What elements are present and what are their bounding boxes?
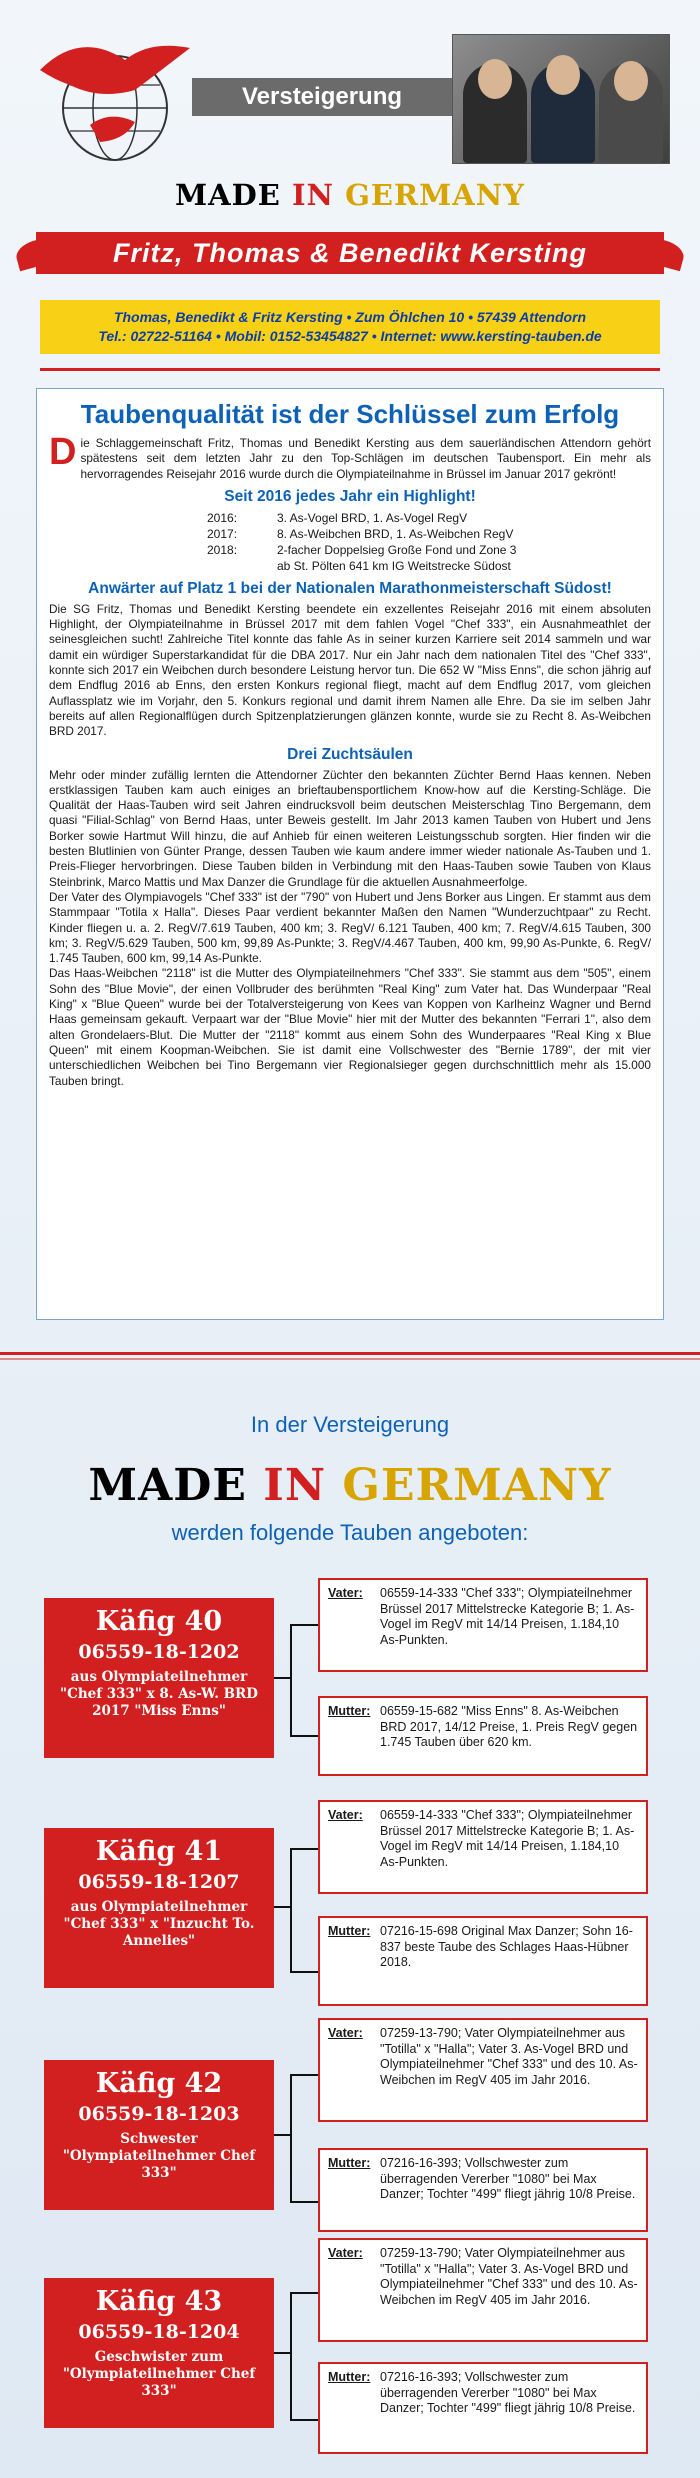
lot-card: [44, 2278, 274, 2428]
section-divider: [0, 1352, 700, 1355]
father-box: Vater: 06559-14-333 "Chef 333"; Olympiateilnehmer Brüssel 2017 Mittelstrecke Kategorie B; 1. As-Vogel im RegV mit 14/14 Preisen, 1.184,10 As-Punkten.: [318, 1800, 648, 1894]
father-box: Vater: 07259-13-790; Vater Olympiateilnehmer aus "Totilla" x "Halla"; Vater 3. As-Vogel BRD und Olympiateilnehmer "Chef 333" und des 10. As-Weibchen im RegV 405 im Jahr 2016.: [318, 2018, 648, 2122]
mother-box: Mutter: 07216-16-393; Vollschwester zum überragenden Vererber "1080" bei Max Danzer; Tochter "499" fliegt jährig 10/8 Preise.: [318, 2362, 648, 2454]
cage-number: Käfig 43: [95, 2286, 223, 2317]
bracket-line: [290, 1624, 318, 1626]
section-title: Seit 2016 jedes Jahr ein Highlight!: [224, 487, 476, 505]
made-in-germany-logo: MADE IN GERMANY: [175, 178, 525, 212]
versteigerung-banner: Versteigerung: [192, 78, 452, 116]
mother-box: Mutter: 06559-15-682 "Miss Enns" 8. As-Weibchen BRD 2017, 14/12 Preise, 1. Preis RegV gegen 1.745 Tauben über 620 km.: [318, 1696, 648, 1776]
mother-box: Mutter: 07216-15-698 Original Max Danzer; Sohn 16-837 beste Taube des Schlages Haas-Hübner 2018.: [318, 1916, 648, 2006]
ring-number: 06559-18-1204: [78, 2321, 240, 2343]
bracket-line: [290, 2074, 292, 2202]
bracket-line: [290, 1971, 318, 1973]
article: [36, 388, 664, 1320]
list-item: 2017: 8. As-Weibchen BRD, 1. As-Weibchen RegV: [207, 526, 514, 541]
section-divider: [0, 1358, 700, 1360]
ring-number: 06559-18-1207: [78, 1871, 240, 1893]
article-title: Taubenqualität ist der Schlüssel zum Erfolg: [80, 399, 620, 429]
lot-card: [44, 1828, 274, 1988]
bracket-line: [290, 2201, 318, 2203]
intro-paragraph: Die Schlaggemeinschaft Fritz, Thomas und Benedikt Kersting aus dem sauerländischen Attendorn gehört spätestens seit dem letzten Jahr zu den Top-Schlägen im deutschen Taubensport. Ein mehr als hervorragendes Reisejahr 2016 wurde durch die Olympiateilnahme in Brüssel im Januar 2017 gekrönt!: [49, 431, 651, 481]
header: [0, 0, 700, 344]
section-title: Anwärter auf Platz 1 bei der Nationalen Marathonmeisterschaft Südost!: [88, 579, 612, 597]
ring-number: 06559-18-1202: [78, 1641, 240, 1663]
dropcap: D: [49, 431, 77, 473]
lot-description: aus Olympiateilnehmer "Chef 333" x "Inzucht To. Annelies": [63, 1899, 255, 1949]
paragraph: Die SG Fritz, Thomas und Benedikt Kersting beendete ein exzellentes Reisejahr 2016 mit einem absoluten Highlight, der Olympiateilnahme in Brüssel 2017 mit dem fahlen Vogel "Chef 333", ein Ausnahmeathlet der seinesgleichen sucht! Zahlreiche Titel konnte das fahle As in seiner kurzen Karriere seit 2014 sammeln und war damit ein würdiger Superstarkandidat für die DBA 2017. Nur ein Jahr nach dem nationalen Titel des "Chef 333", konnte sich 2017 ein Weibchen durch besondere Leistung hervor tun. Die 652 W "Miss Enns", die schon jährig auf dem Endflug 2016 ab Enns, den ersten Konkurs regional fliegt, macht auf dem Endflug 2017, vom gleichen Auflassplatz wie im Vorjahr, den 5. Konkurs regional und damit ihrem Namen alle Ehre. Da sie im selben Jahr bereits auf allen Regionalflügen durch Spitzenplatzierungen glänzen konnte, wurde sie zu Recht 8. As-Weibchen BRD 2017.: [49, 601, 651, 739]
father-box: Vater: 07259-13-790; Vater Olympiateilnehmer aus "Totilla" x "Halla"; Vater 3. As-Vogel BRD und Olympiateilnehmer "Chef 333" und des 10. As-Weibchen im RegV 405 im Jahr 2016.: [318, 2238, 648, 2342]
paragraph: Das Haas-Weibchen "2118" ist die Mutter des Olympiateilnehmers "Chef 333". Sie stammt aus dem "505", einem Sohn des "Blue Movie", der einen Vollbruder des berühmten "Real King" zum Vater hat. Das Wunderpaar "Real King" x "Blue Queen" wurde bei der Totalversteigerung von Kees van Koppen von Karlheinz Wagner und Bernd Haas gemeinsam gekauft. Verpaart war der "Blue Movie" hier mit der Mutter des bekannten "Ferrari 1", also dem alten Grondelaers-Blut. Die Mutter der "2118" kommt aus einem Sohn des Wunderpaares "Real King x Blue Queen" mit einem Koopman-Weibchen. Sie ist damit eine Vollschwester des "Bernie 1789", der mit vier unterschiedlichen Weibchen bei Tino Bergemann vier Regionalsieger gegen durchschnittlich mehr als 15.000 Tauben bringt.: [49, 966, 651, 1088]
section-title: Drei Zuchtsäulen: [287, 745, 413, 763]
lot-card: [44, 1598, 274, 1758]
globe-dove-logo: [30, 30, 200, 170]
auction-intro: In der Versteigerung: [250, 1412, 450, 1437]
cage-number: Käfig 40: [95, 1606, 223, 1637]
divider: [40, 368, 660, 371]
highlights-list: [207, 510, 651, 574]
bracket-line: [290, 1735, 318, 1737]
contact-line: Tel.: 02722-51164 • Mobil: 0152-53454827 • Internet: www.kersting-tauben.de: [98, 328, 602, 344]
bracket-line: [290, 2292, 292, 2420]
address-line: Thomas, Benedikt & Fritz Kersting • Zum Öhlchen 10 • 57439 Attendorn: [113, 309, 587, 325]
bracket-line: [290, 2074, 318, 2076]
lot-description: aus Olympiateilnehmer "Chef 333" x 8. As-W. BRD 2017 "Miss Enns": [60, 1669, 258, 1719]
paragraph: Mehr oder minder zufällig lernten die Attendorner Züchter den bekannten Züchter Bernd Haas kennen. Neben erstklassigen Tauben kam auch einiges an brieftaubensportlichem Know-how auf die Kersting-Schläge. Die Qualität der Haas-Tauben wird seit Jahren eindrucksvoll beim deutschen Meisterschlag Tino Bergemann, dem quasi "Filial-Schlag" von Bernd Haas, unter Beweis gestellt. Im Jahr 2013 kamen Tauben von Hubert und Jens Borker sowie Hartmut Will hinzu, die auf Anhieb für einen weiteren Leistungsschub sorgten. Hier finden wir die besten Blutlinien von Günter Prange, dessen Tauben wie kaum andere immer wieder nationale As-Tauben und 1. Preis-Flieger hervorbringen. Diese Tauben bilden in Verbindung mit den Haas-Tauben sowie Tauben von Klaus Steinbrink, Marco Mattis und Max Danzer die Grundlage für die aktuellen Ausnahmeerfolge.: [49, 767, 651, 889]
lot-card: [44, 2060, 274, 2210]
bracket-line: [290, 1848, 318, 1850]
contact-box: [40, 300, 660, 354]
made-in-germany-logo: MADE IN GERMANY: [88, 1460, 612, 1511]
cage-number: Käfig 42: [95, 2068, 223, 2099]
bracket-line: [290, 2292, 318, 2294]
cage-number: Käfig 41: [95, 1836, 223, 1867]
list-item: 2016: 3. As-Vogel BRD, 1. As-Vogel RegV: [207, 510, 468, 525]
bracket-line: [290, 1624, 292, 1736]
breeder-names-banner: Fritz, Thomas & Benedikt Kersting: [36, 232, 664, 274]
paragraph: Der Vater des Olympiavogels "Chef 333" ist der "790" von Hubert und Jens Borker aus Lingen. Er stammt aus dem Stammpaar "Totila x Halla". Dieses Paar verdient bekannter Maßen den Namen "Wunderzuchtpaar" zu Recht. Kinder fliegen u. a. 2. RegV/7.619 Tauben, 400 km; 3. RegV/ 6.121 Tauben, 400 km; 7. RegV/4.615 Tauben, 300 km; 3. RegV/5.629 Tauben, 500 km, 99,89 As-Punkte; 3. RegV/4.467 Tauben, 400 km, 99,90 As-Punkte, 6. RegV/ 1.745 Tauben, 600 km, 99,14 As-Punkte.: [49, 889, 651, 966]
lot-description: Schwester "Olympiateilnehmer Chef 333": [62, 2131, 256, 2181]
ring-number: 06559-18-1203: [78, 2103, 240, 2125]
bracket-line: [290, 1848, 292, 1972]
mother-box: Mutter: 07216-16-393; Vollschwester zum überragenden Vererber "1080" bei Max Danzer; Tochter "499" fliegt jährig 10/8 Preise.: [318, 2148, 648, 2232]
bracket-line: [290, 2419, 318, 2421]
father-box: Vater: 06559-14-333 "Chef 333"; Olympiateilnehmer Brüssel 2017 Mittelstrecke Kategorie B; 1. As-Vogel im RegV mit 14/14 Preisen, 1.184,10 As-Punkten.: [318, 1578, 648, 1672]
auction-subtitle: werden folgende Tauben angeboten:: [171, 1520, 529, 1545]
breeders-photo: [452, 34, 670, 164]
list-item: 2018: 2-facher Doppelsieg Große Fond und Zone 3: [207, 542, 517, 557]
list-item: ab St. Pölten 641 km IG Weitstrecke Südost: [277, 558, 511, 573]
lot-description: Geschwister zum "Olympiateilnehmer Chef 333": [62, 2349, 256, 2399]
